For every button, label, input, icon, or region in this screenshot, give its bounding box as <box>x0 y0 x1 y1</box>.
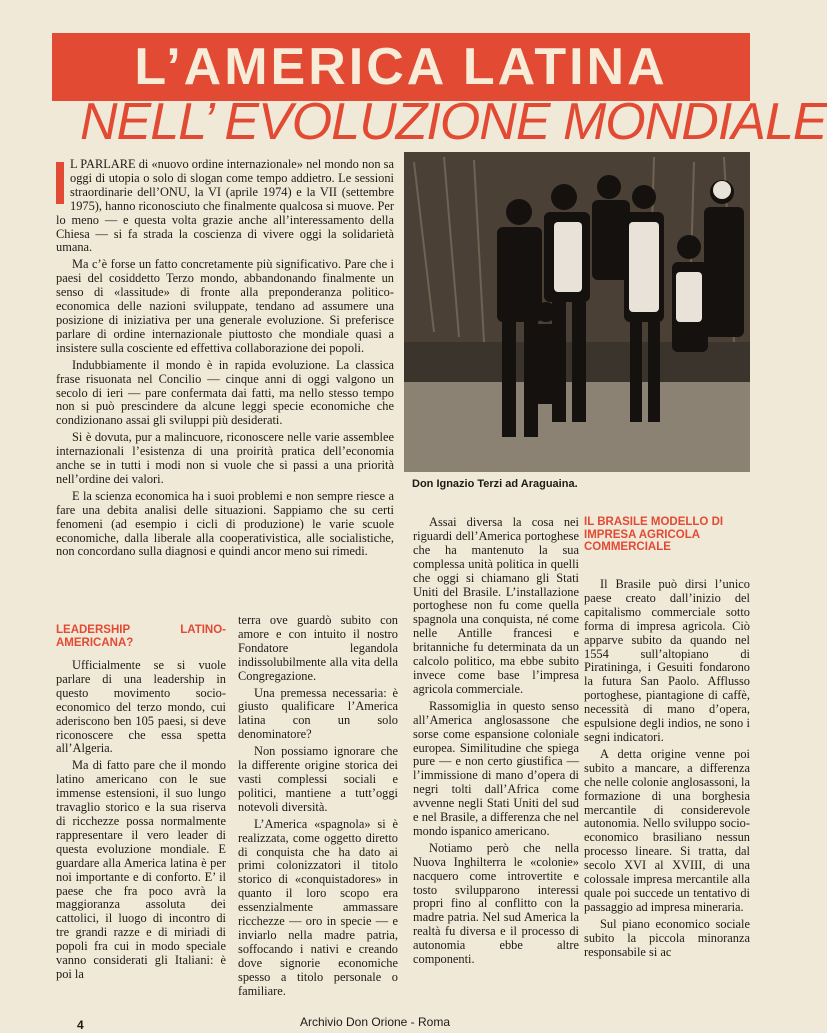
photo-illustration <box>404 152 750 472</box>
photo-caption: Don Ignazio Terzi ad Araguaina. <box>412 478 578 490</box>
intro-paragraph: Indubbiamente il mondo è in rapida evoluzione. La classica frase risuonata nel Concilio — cinque anni di oggi valgono un secolo di ieri — pare confermata dai fatti, ma nello stesso tempo non si può prescindere da alcune leggi specie economiche che condizionano assai gli sviluppi più desiderati. <box>56 357 394 428</box>
drop-cap-bar <box>56 162 64 204</box>
paragraph: Ufficialmente se si vuole parlare di una leadership in questo movimento socio-economico del terzo mondo, cui aderiscono ben 105 paesi, si deve riconoscere che essa spetta all’Algeria. <box>56 658 226 756</box>
paragraph: Rassomiglia in questo senso all’America anglosassone che sorse come espansione coloniale europea. Similitudine che spiega pure — e non certo giustifica — l’immissione di mano d’opera di negri tolti dall’Africa come avvenne negli Stati Uniti del sud e nel Brasile, a differenza che nel mondo ispanico americano. <box>413 698 579 838</box>
title-banner <box>52 33 750 101</box>
paragraph: Una premessa necessaria: è giusto qualificare l’America latina con un solo denominatore? <box>238 685 398 742</box>
section-heading: LEADERSHIP LATINO-AMERICANA? <box>56 624 226 649</box>
column-2 <box>238 614 398 1001</box>
paragraph: Non possiamo ignorare che la differente origine storica dei vasti complessi sociali e politici, mantiene a tutt’oggi notevoli diversità. <box>238 744 398 814</box>
paragraph: A detta origine venne poi subito a mancare, a differenza che nelle colonie anglosassoni, la formazione di una borghesia mercantile di considerevole autonomia. Nello sviluppo socio-economico brasiliano nessun processo lineare. Si tratta, dal secolo XVI al XVIII, di una colossale impresa mercantile alla quale poi succede un tentativo di passaggio ad impresa mineraria. <box>584 746 750 914</box>
paragraph: Assai diversa la cosa nei riguardi dell’America portoghese che ha mantenuto la sua complessa unità politica in quelli che oggi si chiamano gli Stati Uniti del Brasile. L’installazione portoghese non fu come quella spagnola una conquista, né come nelle Antille francesi e britanniche fu determinata da un calcolo politico, ma ebbe subito invece come base l’impresa agricola commerciale. <box>413 515 579 696</box>
intro-paragraph: Si è dovuta, pur a malincuore, riconoscere nelle varie assemblee internazionali l’esistenza di una proirità pratica dell’economia anche se in tutti i modi non si vuole che si passi a una priorità nell’ordine dei valori. <box>56 430 394 486</box>
paragraph: Il Brasile può dirsi l’unico paese creato dall’inizio del capitalismo commerciale sotto forma di impresa agricola. Ciò apparve subito da quando nel 1554 sull’altopiano di Piratininga, i Gesuiti fondarono la futura San Paolo. Afflusso portoghese, piantagione di caffè, necessità di mano d’opera, espulsione degli indios, ne sono i segni indicatori. <box>584 577 750 744</box>
intro-paragraph: E la scienza economica ha i suoi problemi e non sempre riesce a fare una debita analisi delle situazioni. Sappiamo che su certi fenomeni (ad esempio i cicli di produzione) le varie scuole economiche, dalla liberale alla cooperativistica, alle socialistiche, non concordano sulla diagnosi e quindi ancor meno sui rimedi. <box>56 488 394 559</box>
page-subtitle: NELL’ EVOLUZIONE MONDIALE <box>80 93 827 151</box>
section-heading: IL BRASILE MODELLO DI IMPRESA AGRICOLA COMMERCIALE <box>584 516 724 553</box>
paragraph: Ma di fatto pare che il mondo latino americano con le sue immense estensioni, il suo lungo travaglio storico e la sua riserva di ricchezze possa normalmente rappresentare il vero leader di questa evoluzione mondiale. E guardare alla America latina è per noi importante e di conforto. E’ il paese che fra poco avrà la maggioranza assoluta dei cattolici, il luogo di incontro di tre grandi razze e di miriadi di popoli fra cui in modo speciale vanno considerati gli Italiani: è poi la <box>56 758 226 981</box>
intro-paragraph: L PARLARE di «nuovo ordine internazionale» nel mondo non sa oggi di utopia o solo di slogan come tempo addietro. Le sessioni straordinarie dell’ONU, la VI (aprile 1974) e la VII (settembre 1975), hanno riconosciuto che finalmente qualcosa si muove. Per lo meno — e questa volta grazie anche all’interessamento della Chiesa — si fa strada la coscienza di vivere oggi la solidarietà umana. <box>56 157 394 255</box>
page-number: 4 <box>77 1018 84 1032</box>
column-4 <box>584 578 750 962</box>
photo <box>404 152 750 472</box>
paragraph: Notiamo però che nella Nuova Inghilterra le «colonie» nacquero come introvertite e tosto svilupparono interessi propri fino al conflitto con la madre patria. Nel sud America la realtà fu diversa e il processo di autonomia ebbe altre componenti. <box>413 840 579 967</box>
column-3 <box>413 516 579 970</box>
paragraph: terra ove guardò subito con amore e con intuito il nostro Fondatore legandola indissolubilmente alla vita della Congregazione. <box>238 613 398 683</box>
intro-paragraph: Ma c’è forse un fatto concretamente più significativo. Pare che i paesi del cosiddetto Terzo mondo, abbandonando finalmente un senso di «lassitude» di fronte alla preponderanza politico-economica delle nazioni sviluppate, tendano ad assumere una posizione di iniziativa per una generale evoluzione. Si preferisce parlare di ordine internazionale piuttosto che mondiale quasi a insistere sulla cosciente ed effettiva collaborazione dei popoli. <box>56 257 394 355</box>
page-title: L’AMERICA LATINA <box>134 38 668 96</box>
archive-footer: Archivio Don Orione - Roma <box>299 1015 451 1029</box>
intro-column <box>56 158 394 562</box>
paragraph: Sul piano economico sociale subito la piccola minoranza responsabile si ac <box>584 916 750 959</box>
paragraph: L’America «spagnola» si è realizzata, come oggetto diretto di conquista che ha dato ai primi colonizzatori il titolo storico di «conquistadores» in quanto il loro scopo era essenzialmente ammassare ricchezze — oro in specie — e inviarlo nella madre patria, soffocando i nativi e creando dove signorie economiche spesso a titolo personale o familiare. <box>238 816 398 998</box>
column-1 <box>56 624 226 985</box>
